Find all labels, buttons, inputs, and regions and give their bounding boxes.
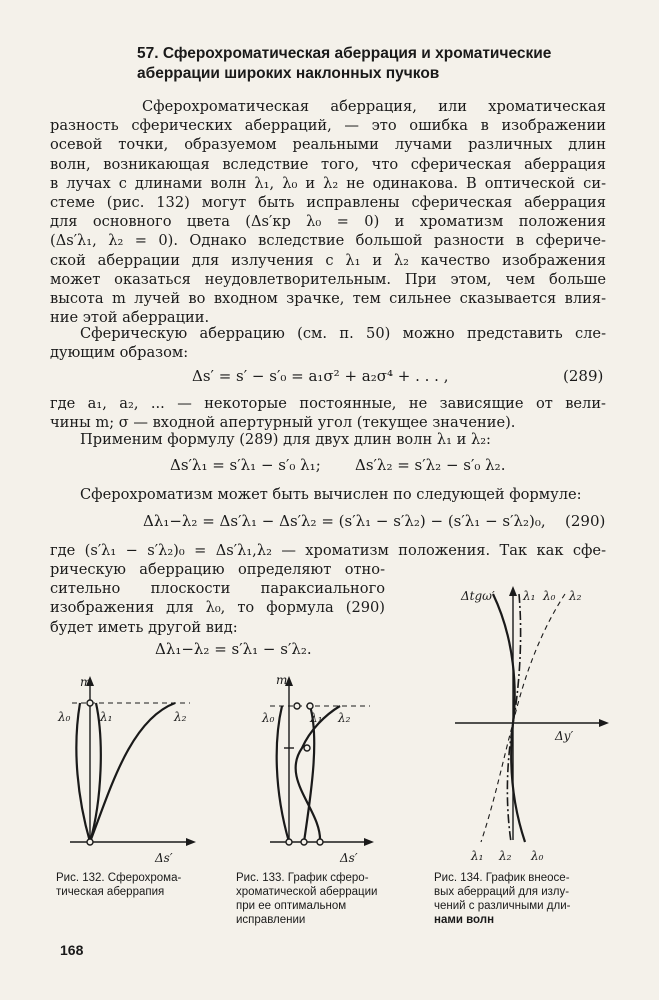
text-line: высота m лучей во входном зрачке, тем сильнее сказывается влия-: [50, 289, 606, 307]
caption-line: при ее оптимальном: [236, 900, 347, 912]
axis-point: [301, 839, 307, 845]
caption-line: нами волн: [434, 914, 495, 926]
caption-line: Рис. 134. График внеосе-: [434, 872, 570, 884]
text-line: Сферохроматизм может быть вычислен по следующей формуле:: [80, 486, 582, 503]
curve-lambda0: [76, 703, 90, 842]
text-line: дующим образом:: [50, 344, 189, 362]
label-lambda1: λ₁: [100, 710, 113, 724]
x-axis-arrow: [186, 838, 196, 846]
text-line: (Δs′λ₁, λ₂ = 0). Однако вследствие большой разности в сфериче-: [50, 232, 606, 250]
caption-line: тическая аберрапия: [56, 886, 165, 898]
text-line: ской аберрации для излучения с λ₁ и λ₂ качество изображения: [50, 251, 606, 269]
figure-132: [50, 670, 220, 865]
text-line: стеме (рис. 132) могут быть исправлены сферическая аберрация: [50, 193, 606, 211]
text-line: Сферическую аберрацию (см. п. 50) можно представить сле-: [80, 325, 606, 342]
label-bottom-lambda1: λ₁: [471, 849, 484, 863]
text-line: ние этой аберрации.: [50, 309, 210, 327]
curve-lambda1: [304, 706, 314, 842]
figure-133: [240, 670, 390, 865]
text-line: осевой точки, образуемом реальными лучами различных длин: [50, 136, 606, 154]
label-lambda0: λ₀: [262, 711, 275, 725]
section-title-line: аберрации широких наклонных пучков: [137, 65, 440, 82]
x-axis-arrow: [599, 719, 609, 727]
label-top-lambda1: λ₁: [523, 589, 536, 603]
caption-line: хроматической аберрации: [236, 886, 378, 898]
equation-number: (289): [563, 367, 604, 385]
text-line: где (s′λ₁ − s′λ₂)₀ = Δs′λ₁,λ₂ — хроматизм положения. Так как сфе-: [50, 542, 606, 559]
formula-290: Δλ₁−λ₂ = Δs′λ₁ − Δs′λ₂ = (s′λ₁ − s′λ₂) − (s′λ₁ − s′λ₂)₀,: [143, 512, 546, 530]
label-bottom-lambda0: λ₀: [531, 849, 544, 863]
paragraph-position-cont: [50, 560, 385, 637]
crossing-point: [304, 745, 310, 751]
caption-line: чений с различными дли-: [434, 900, 571, 912]
y-axis-arrow: [509, 586, 517, 596]
caption-line: Рис. 133. График сферо-: [236, 872, 369, 884]
label-lambda2: λ₂: [174, 710, 187, 724]
axis-label-dtgw: Δtgω′: [461, 589, 495, 603]
curve-lambda2: [296, 706, 340, 842]
curve-lambda0: [277, 706, 289, 842]
paragraph-spherical: [50, 324, 606, 362]
formula-final: Δλ₁−λ₂ = s′λ₁ − s′λ₂.: [155, 640, 312, 658]
text-line: для основного цвета (Δs′кр λ₀ = 0) и хроматизм положения: [50, 213, 606, 231]
text-line: Сферохроматическая аберрация, или хроматическая: [142, 98, 606, 115]
formula-289: Δs′ = s′ − s′₀ = a₁σ² + a₂σ⁴ + . . . ,: [192, 367, 449, 385]
text-line: рическую аберрацию определяют отно-: [50, 561, 385, 578]
origin-point: [87, 839, 93, 845]
text-line: волн, возникающая вследствие того, что сферическая аберрация: [50, 155, 606, 173]
axis-label-ds: Δs′: [155, 851, 173, 865]
label-top-lambda2: λ₂: [569, 589, 582, 603]
text-line: разность сферических аберраций, — это ошибка в изображении: [50, 117, 606, 135]
text-line: Применим формулу (289) для двух длин волн λ₁ и λ₂:: [80, 431, 491, 448]
formula-lambda1: Δs′λ₁ = s′λ₁ − s′₀ λ₁;: [170, 456, 321, 474]
text-line: может оказаться неудовлетворительным. При этом, чем больше: [50, 270, 606, 288]
axis-label-ds: Δs′: [340, 851, 358, 865]
axis-label-m: m: [276, 673, 288, 687]
text-line: где a₁, a₂, ... — некоторые постоянные, не зависящие от вели-: [50, 395, 606, 412]
paragraph-constants: [50, 394, 606, 432]
caption-fig132: [56, 871, 181, 899]
section-heading: [137, 44, 607, 84]
origin-point: [286, 839, 292, 845]
paragraph-spherochromatism: [50, 485, 606, 504]
label-bottom-lambda2: λ₂: [499, 849, 512, 863]
figure-134: [455, 580, 630, 865]
curve-lambda2: [481, 594, 565, 842]
label-lambda0: λ₀: [58, 710, 71, 724]
intersection-point: [87, 700, 93, 706]
text-line: изображения для λ₀, то формула (290): [50, 599, 385, 617]
axis-label-dy: Δy′: [555, 729, 574, 743]
formula-lambda2: Δs′λ₂ = s′λ₂ − s′₀ λ₂.: [355, 456, 506, 474]
equation-number: (290): [565, 512, 606, 530]
axis-label-m: m: [80, 675, 92, 689]
caption-line: Рис. 132. Сферохрома-: [56, 872, 182, 884]
paragraph-intro: [50, 97, 606, 327]
label-lambda1: λ₁: [310, 711, 323, 725]
caption-fig133: [236, 871, 377, 927]
text-line: будет иметь другой вид:: [50, 618, 238, 636]
paragraph-apply: [50, 430, 606, 449]
caption-line: вых аберраций для излу-: [434, 886, 570, 898]
caption-line: исправлении: [236, 914, 306, 926]
text-line: сительно плоскости параксиального: [50, 580, 385, 598]
label-lambda2: λ₂: [338, 711, 351, 725]
paragraph-position: [50, 541, 606, 560]
label-top-lambda0: λ₀: [543, 589, 556, 603]
top-point: [307, 703, 313, 709]
curve-lambda0: [507, 594, 520, 842]
caption-fig134: [434, 871, 570, 927]
text-line: в лучах с длинами волн λ₁, λ₀ и λ₂ не одинакова. В оптической си-: [50, 174, 606, 192]
page-number: 168: [60, 942, 84, 958]
x-axis-arrow: [364, 838, 374, 846]
section-title-line: 57. Сферохроматическая аберрация и хроматические: [137, 45, 552, 62]
text-line: чины m; σ — входной апертурный угол (текущее значение).: [50, 414, 516, 432]
top-point: [294, 703, 300, 709]
axis-point: [317, 839, 323, 845]
